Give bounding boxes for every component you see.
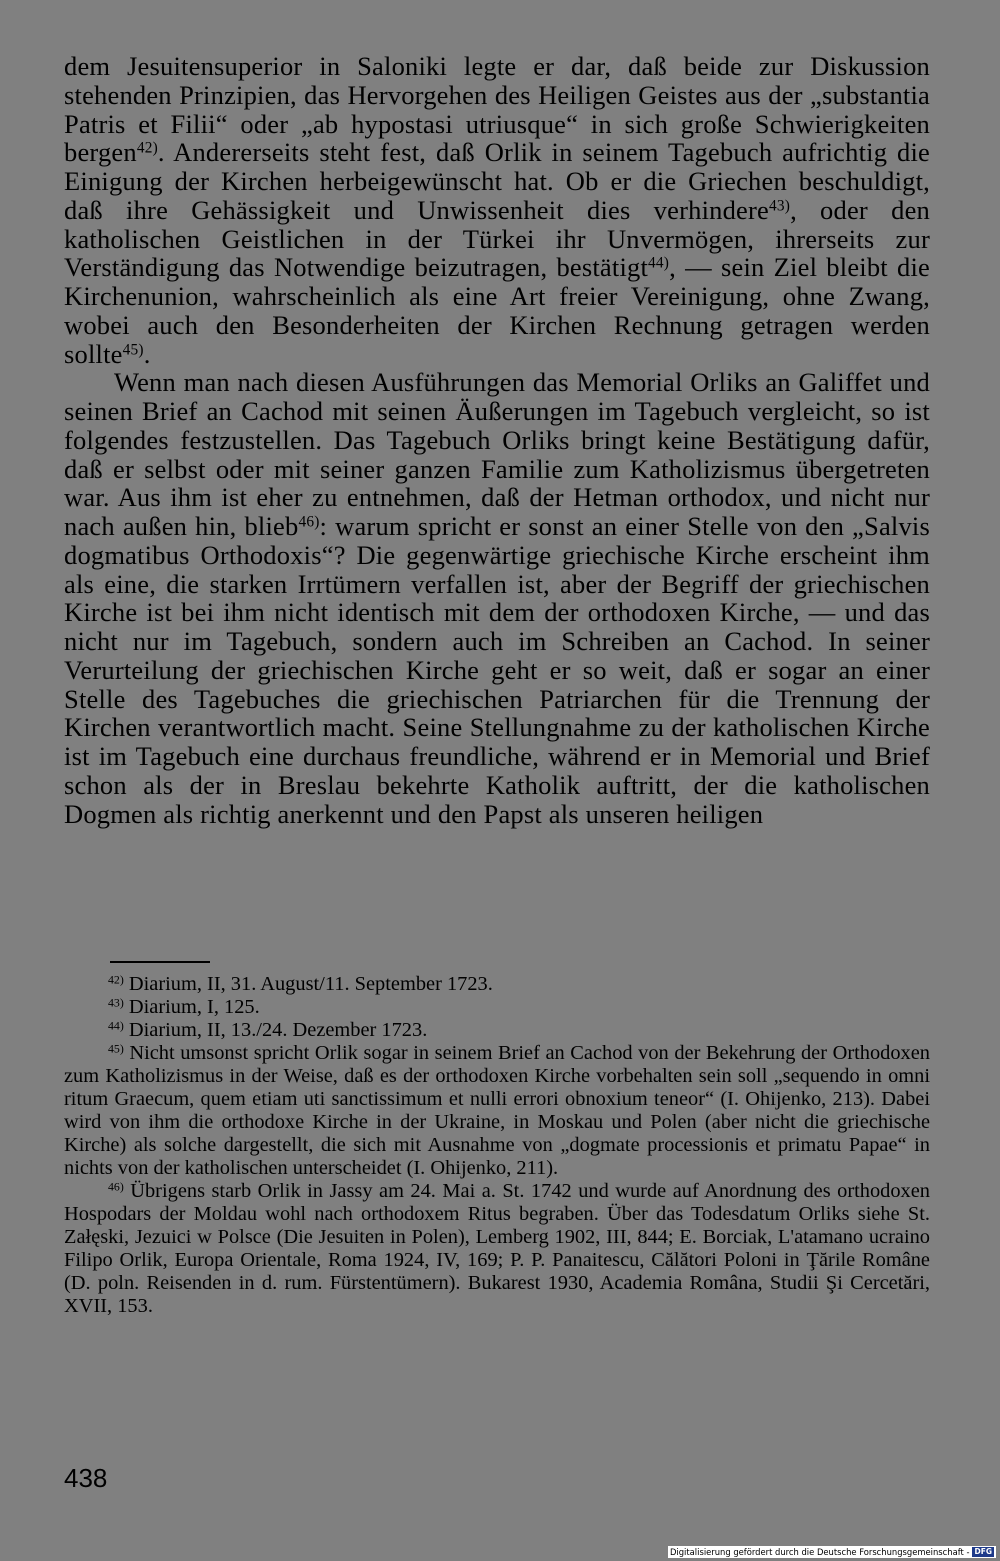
footnote-45 <box>64 1042 930 1180</box>
paragraph-2 <box>64 368 930 828</box>
footnote-text: Diarium, II, 13./24. Dezember 1723. <box>123 1019 428 1041</box>
text-run: Wenn man nach diesen Ausführungen das Memorial Orliks an Galiffet und seinen Brief an Cachod mit seinen Äußerungen im Tagebuch vergleicht, so ist folgendes festzustellen. Das Tagebuch Orliks bringt keine Bestätigung dafür, daß er selbst oder mit seiner ganzen Familie zum Katholizismus übergetreten war. Aus ihm ist eher zu entnehmen, daß der Hetman orthodox, und nicht nur nach außen hin, blieb <box>64 367 930 541</box>
text-run: , oder den katholischen Geistlichen in der Türkei ihr Unvermögen, ihrerseits zur Verständigung das Notwendige beizutragen, bestätigt <box>64 194 930 283</box>
footnote-text: Diarium, II, 31. August/11. September 1723. <box>123 973 493 995</box>
footnote-44 <box>64 1019 930 1042</box>
paragraph-1 <box>64 52 930 368</box>
footnote-ref-42[interactable]: 42) <box>136 139 158 157</box>
footnote-marker: 45) <box>108 1041 124 1056</box>
footnote-ref-45[interactable]: 45) <box>122 341 144 359</box>
footnote-text: Übrigens starb Orlik in Jassy am 24. Mai a. St. 1742 und wurde auf Anordnung des orthodoxen Hospodars der Moldau wohl nach orthodoxem Ritus begraben. Über das Todesdatum Orliks siehe St. Załęski, Jezuici w Polsce (Die Jesuiten in Polen), Lemberg 1902, III, 844; E. Borciak, L'atamano ucraino Filipo Orlik, Europa Orientale, Roma 1924, IV, 169; P. P. Panaitescu, Călători Poloni in Ţările Române (D. poln. Reisenden in d. rum. Fürstentümern). Bukarest 1930, Academia Româna, Studii Şi Cercetări, XVII, 153. <box>64 1180 930 1317</box>
text-run: , — sein Ziel bleibt die Kirchenunion, wahrscheinlich als eine Art freier Vereinigung, ohne Zwang, wobei auch den Besonderheiten der Kirchen Rechnung getragen werden sollte <box>64 252 930 369</box>
footnote-marker: 46) <box>108 1179 124 1194</box>
text-run: . Andererseits steht fest, daß Orlik in seinem Tagebuch aufrichtig die Einigung der Kirchen herbeigewünscht hat. Ob er die Griechen beschuldigt, daß ihre Gehässigkeit und Unwissenheit dies verhindere <box>64 137 930 225</box>
footnote-43 <box>64 996 930 1019</box>
digitization-credit[interactable] <box>668 1546 996 1558</box>
footnote-divider <box>110 961 210 963</box>
footnote-marker: 44) <box>108 1018 124 1033</box>
text-run: . <box>143 338 151 369</box>
footnote-ref-46[interactable]: 46) <box>298 513 320 531</box>
credit-text: Digitalisierung gefördert durch die Deutsche Forschungsgemeinschaft - <box>669 1547 970 1557</box>
footnote-marker: 42) <box>108 972 124 987</box>
footnote-42 <box>64 973 930 996</box>
footnote-ref-43[interactable]: 43) <box>768 197 791 215</box>
footnote-text: Diarium, I, 125. <box>123 996 260 1018</box>
footnotes <box>64 973 930 1318</box>
main-text <box>64 52 930 828</box>
text-run: : warum spricht er sonst an einer Stelle von den „Salvis dogmatibus Orthodoxis“? Die gegenwärtige griechische Kirche erscheint ihm als eine, die starken Irrtümern verfallen ist, aber der Begriff der griechischen Kirche ist bei ihm nicht identisch mit dem der orthodoxen Kirche, — und das nicht nur im Tagebuch, sondern auch im Schreiben an Cachod. In seiner Verurteilung der griechischen Kirche geht er so weit, daß er sogar an einer Stelle des Tagebuches die griechischen Patriarchen für die Trennung der Kirchen verantwortlich macht. Seine Stellungnahme zu der katholischen Kirche ist im Tagebuch eine durchaus freundliche, während er in Memorial und Brief schon als der in Breslau bekehrte Katholik auftritt, der die katholischen Dogmen als richtig anerkennt und den Papst als unseren heiligen <box>64 511 930 829</box>
footnote-46 <box>64 1180 930 1318</box>
page-number: 438 <box>64 1463 108 1493</box>
text-run: dem Jesuitensuperior in Saloniki legte er dar, daß beide zur Diskussion stehenden Prinzipien, das Hervorgehen des Heiligen Geistes aus der „substantia Patris et Filii“ oder „ab hypostasi utriusque“ in sich große Schwierigkeiten bergen <box>64 51 930 168</box>
dfg-logo-icon: DFG <box>974 1547 992 1556</box>
footnote-ref-44[interactable]: 44) <box>648 254 670 272</box>
footnote-marker: 43) <box>108 995 124 1010</box>
footnote-text: Nicht umsonst spricht Orlik sogar in seinem Brief an Cachod von der Bekehrung der Orthodoxen zum Katholizismus in der Weise, daß es der orthodoxen Kirche vorbehalten sein soll „sequendo in omni ritum Graecum, quem etiam uti sanctissimum et nulli errori obnoxium teneor“ (I. Ohijenko, 213). Dabei wird von ihm die orthodoxe Kirche in der Ukraine, in Moskau und Polen (aber nicht die griechische Kirche) als solche dargestellt, die sich mit Ausnahme von „dogmate processionis et primatu Papae“ in nichts von der katholischen unterscheidet (I. Ohijenko, 211). <box>64 1042 930 1179</box>
